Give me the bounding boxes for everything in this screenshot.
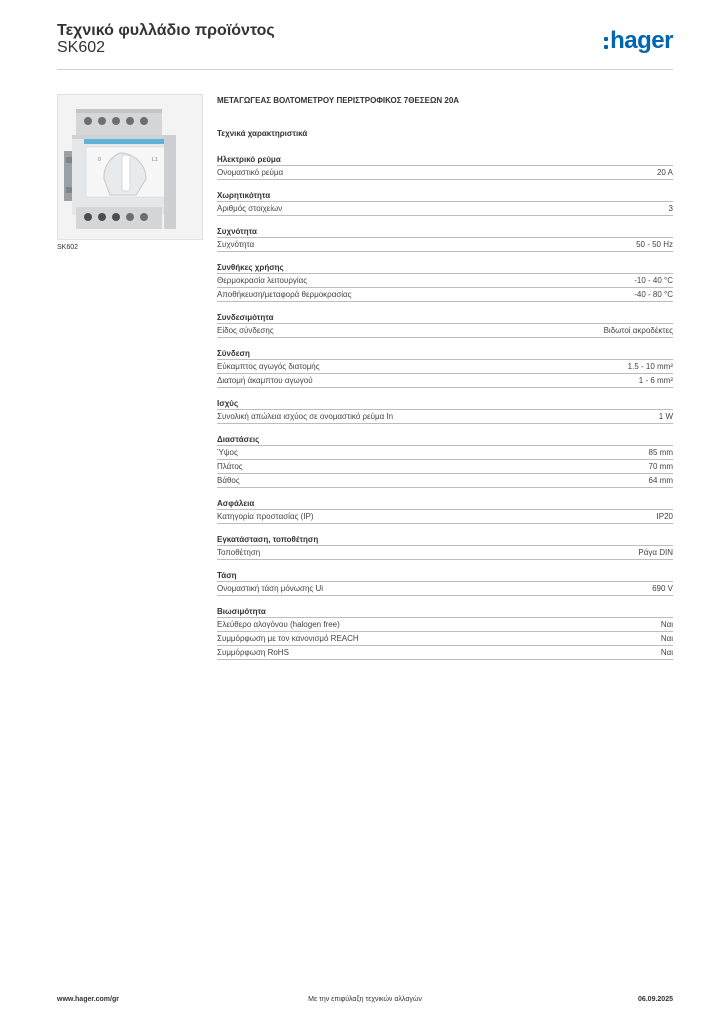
- spec-section: [217, 190, 673, 216]
- spec-row: [217, 446, 673, 460]
- spec-value: 1 - 6 mm²: [638, 376, 673, 385]
- spec-row: [217, 510, 673, 524]
- spec-value: 50 - 50 Hz: [636, 240, 673, 249]
- technical-content: [217, 96, 673, 670]
- spec-value: Βιδωτοί ακροδέκτες: [603, 326, 673, 335]
- spec-row: [217, 324, 673, 338]
- spec-label: Συχνότητα: [217, 240, 255, 249]
- spec-label: Αποθήκευση/μεταφορά θερμοκρασίας: [217, 290, 352, 299]
- section-title: Ασφάλεια: [217, 498, 673, 510]
- spec-row: [217, 166, 673, 180]
- spec-row: [217, 582, 673, 596]
- product-name: ΜΕΤΑΓΩΓΕΑΣ ΒΟΛΤΟΜΕΤΡΟΥ ΠΕΡΙΣΤΡΟΦΙΚΟΣ 7ΘΕΣΕΩΝ 20A: [217, 96, 460, 105]
- svg-text:0: 0: [98, 157, 101, 163]
- section-title: Τάση: [217, 570, 673, 582]
- spec-value: -40 - 80 °C: [634, 290, 673, 299]
- svg-text:L1: L1: [152, 157, 158, 163]
- spec-section: [217, 498, 673, 524]
- spec-section: [217, 434, 673, 488]
- spec-label: Ονομαστική τάση μόνωσης Ui: [217, 584, 324, 593]
- spec-value: Ναι: [660, 648, 673, 657]
- spec-row: [217, 374, 673, 388]
- spec-label: Πλάτος: [217, 462, 243, 471]
- section-title: Συχνότητα: [217, 226, 673, 238]
- spec-label: Κατηγορία προστασίας (IP): [217, 512, 314, 521]
- spec-section: [217, 262, 673, 302]
- spec-value: -10 - 40 °C: [634, 276, 673, 285]
- spec-value: 20 A: [656, 168, 673, 177]
- section-title: Βιωσιμότητα: [217, 606, 673, 618]
- spec-section: [217, 348, 673, 388]
- spec-value: 70 mm: [648, 462, 673, 471]
- spec-row: [217, 274, 673, 288]
- spec-row: [217, 288, 673, 302]
- spec-label: Είδος σύνδεσης: [217, 326, 274, 335]
- spec-value: 3: [668, 204, 673, 213]
- spec-label: Αριθμός στοιχείων: [217, 204, 283, 213]
- spec-section: [217, 398, 673, 424]
- spec-label: Βάθος: [217, 476, 240, 485]
- spec-label: Διατομή άκαμπτου αγωγού: [217, 376, 313, 385]
- spec-value: Ναι: [660, 634, 673, 643]
- spec-value: Ναι: [660, 620, 673, 629]
- rotary-switch-device-icon: [58, 95, 203, 240]
- spec-value: 690 V: [652, 584, 673, 593]
- spec-section: [217, 534, 673, 560]
- spec-label: Ονομαστικό ρεύμα: [217, 168, 284, 177]
- footer-date: 06.09.2025: [637, 996, 673, 1003]
- spec-row: [217, 646, 673, 660]
- spec-section: [217, 606, 673, 660]
- logo-text: hager: [610, 27, 673, 54]
- image-caption: SK602: [57, 244, 79, 251]
- spec-value: 85 mm: [648, 448, 673, 457]
- spec-value: 1 W: [658, 412, 673, 421]
- page-header: [57, 20, 673, 70]
- spec-row: [217, 410, 673, 424]
- spec-row: [217, 360, 673, 374]
- document-title: Τεχνικό φυλλάδιο προϊόντος: [57, 22, 275, 39]
- section-title: Εγκατάσταση, τοποθέτηση: [217, 534, 673, 546]
- spec-label: Ύψος: [217, 448, 238, 457]
- spec-label: Τοποθέτηση: [217, 548, 261, 557]
- spec-value: Ράγα DIN: [638, 548, 673, 557]
- spec-label: Εύκαμπτος αγωγός διατομής: [217, 362, 320, 371]
- section-title: Ισχύς: [217, 398, 673, 410]
- section-title: Διαστάσεις: [217, 434, 673, 446]
- spec-row: [217, 202, 673, 216]
- spec-row: [217, 546, 673, 560]
- section-title: Χωρητικότητα: [217, 190, 673, 202]
- spec-row: [217, 238, 673, 252]
- spec-label: Συνολική απώλεια ισχύος σε ονομαστικό ρεύμα In: [217, 412, 394, 421]
- spec-row: [217, 618, 673, 632]
- spec-label: Θερμοκρασία λειτουργίας: [217, 276, 308, 285]
- product-code: SK602: [57, 39, 106, 56]
- spec-row: [217, 474, 673, 488]
- logo-dots-icon: [604, 37, 608, 49]
- spec-value: IP20: [656, 512, 673, 521]
- footer-website: www.hager.com/gr: [57, 996, 119, 1003]
- spec-label: Συμμόρφωση με τον κανονισμό REACH: [217, 634, 359, 643]
- spec-row: [217, 460, 673, 474]
- section-title: Ηλεκτρικό ρεύμα: [217, 154, 673, 166]
- spec-label: Ελεύθερο αλογόνου (halogen free): [217, 620, 340, 629]
- hager-logo: [604, 26, 673, 56]
- section-title: Σύνδεση: [217, 348, 673, 360]
- section-title: Συνδεσιμότητα: [217, 312, 673, 324]
- footer-notice: Με την επιφύλαξη τεχνικών αλλαγών: [308, 996, 422, 1003]
- spec-label: Συμμόρφωση RoHS: [217, 648, 289, 657]
- features-title: Τεχνικά χαρακτηριστικά: [217, 129, 308, 138]
- spec-value: 1.5 - 10 mm²: [627, 362, 673, 371]
- spec-section: [217, 312, 673, 338]
- spec-section: [217, 154, 673, 180]
- spec-section: [217, 226, 673, 252]
- section-title: Συνθήκες χρήσης: [217, 262, 673, 274]
- specification-sections: [217, 154, 673, 660]
- product-image: [57, 94, 203, 240]
- spec-value: 64 mm: [648, 476, 673, 485]
- spec-row: [217, 632, 673, 646]
- spec-section: [217, 570, 673, 596]
